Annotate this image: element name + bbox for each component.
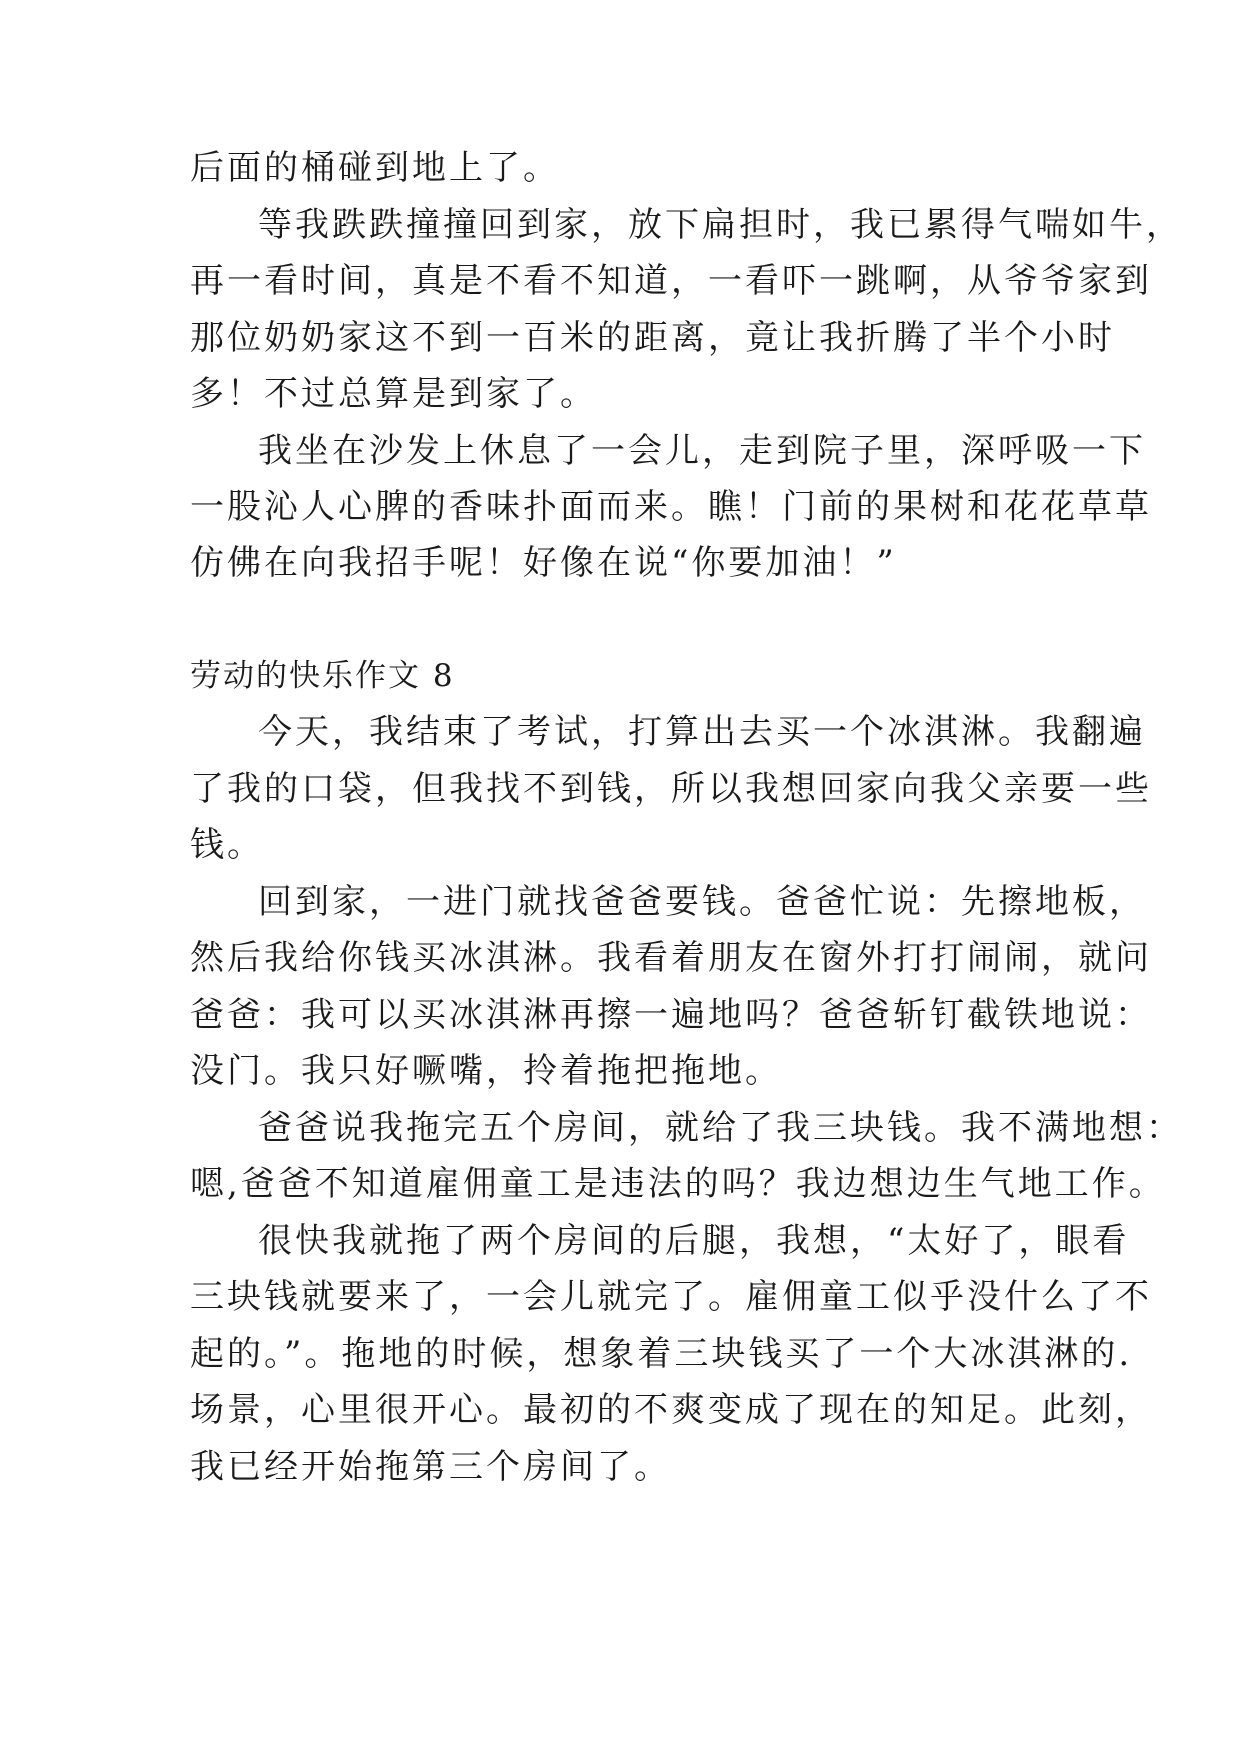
paragraph-line: 等我跌跌撞撞回到家，放下扁担时，我已累得气喘如牛，: [258, 205, 1183, 245]
paragraph-line: 很快我就拖了两个房间的后腿，我想，“太好了，眼看: [258, 1221, 1130, 1261]
section-heading: 劳动的快乐作文 8: [190, 658, 455, 694]
paragraph-line: 再一看时间，真是不看不知道，一看吓一跳啊，从爷爷家到: [190, 261, 1152, 301]
paragraph-line: 后面的桶碰到地上了。: [190, 148, 560, 188]
paragraph-line: 三块钱就要来了，一会儿就完了。雇佣童工似乎没什么了不: [190, 1277, 1152, 1317]
paragraph-line: 回到家，一进门就找爸爸要钱。爸爸忙说：先擦地板，: [258, 882, 1146, 922]
paragraph-line: 我坐在沙发上休息了一会儿，走到院子里，深呼吸一下: [258, 431, 1146, 471]
paragraph-line: 没门。我只好噘嘴，拎着拖把拖地。: [190, 1051, 782, 1091]
paragraph-line: 起的。”。拖地的时候，想象着三块钱买了一个大冰淇淋的.: [190, 1334, 1133, 1374]
paragraph-line: 仿佛在向我招手呢！好像在说“你要加油！”: [190, 543, 897, 583]
paragraph-line: 那位奶奶家这不到一百米的距离，竟让我折腾了半个小时: [190, 318, 1115, 358]
paragraph-line: 场景，心里很开心。最初的不爽变成了现在的知足。此刻，: [190, 1390, 1152, 1430]
paragraph-line: 我已经开始拖第三个房间了。: [190, 1447, 671, 1487]
paragraph-line: 多！不过总算是到家了。: [190, 374, 597, 414]
paragraph-line: 了我的口袋，但我找不到钱，所以我想回家向我父亲要一些: [190, 769, 1152, 809]
paragraph-line: 钱。: [190, 825, 264, 865]
paragraph-line: 然后我给你钱买冰淇淋。我看着朋友在窗外打打闹闹，就问: [190, 938, 1152, 978]
paragraph-line: 一股沁人心脾的香味扑面而来。瞧！门前的果树和花花草草: [190, 487, 1152, 527]
paragraph-line: 今天，我结束了考试，打算出去买一个冰淇淋。我翻遍: [258, 712, 1146, 752]
paragraph-line: 爸爸说我拖完五个房间，就给了我三块钱。我不满地想：: [258, 1108, 1183, 1148]
paragraph-line: 嗯,爸爸不知道雇佣童工是违法的吗？我边想边生气地工作。: [190, 1164, 1166, 1204]
paragraph-line: 爸爸：我可以买冰淇淋再擦一遍地吗？爸爸斩钉截铁地说：: [190, 995, 1152, 1035]
